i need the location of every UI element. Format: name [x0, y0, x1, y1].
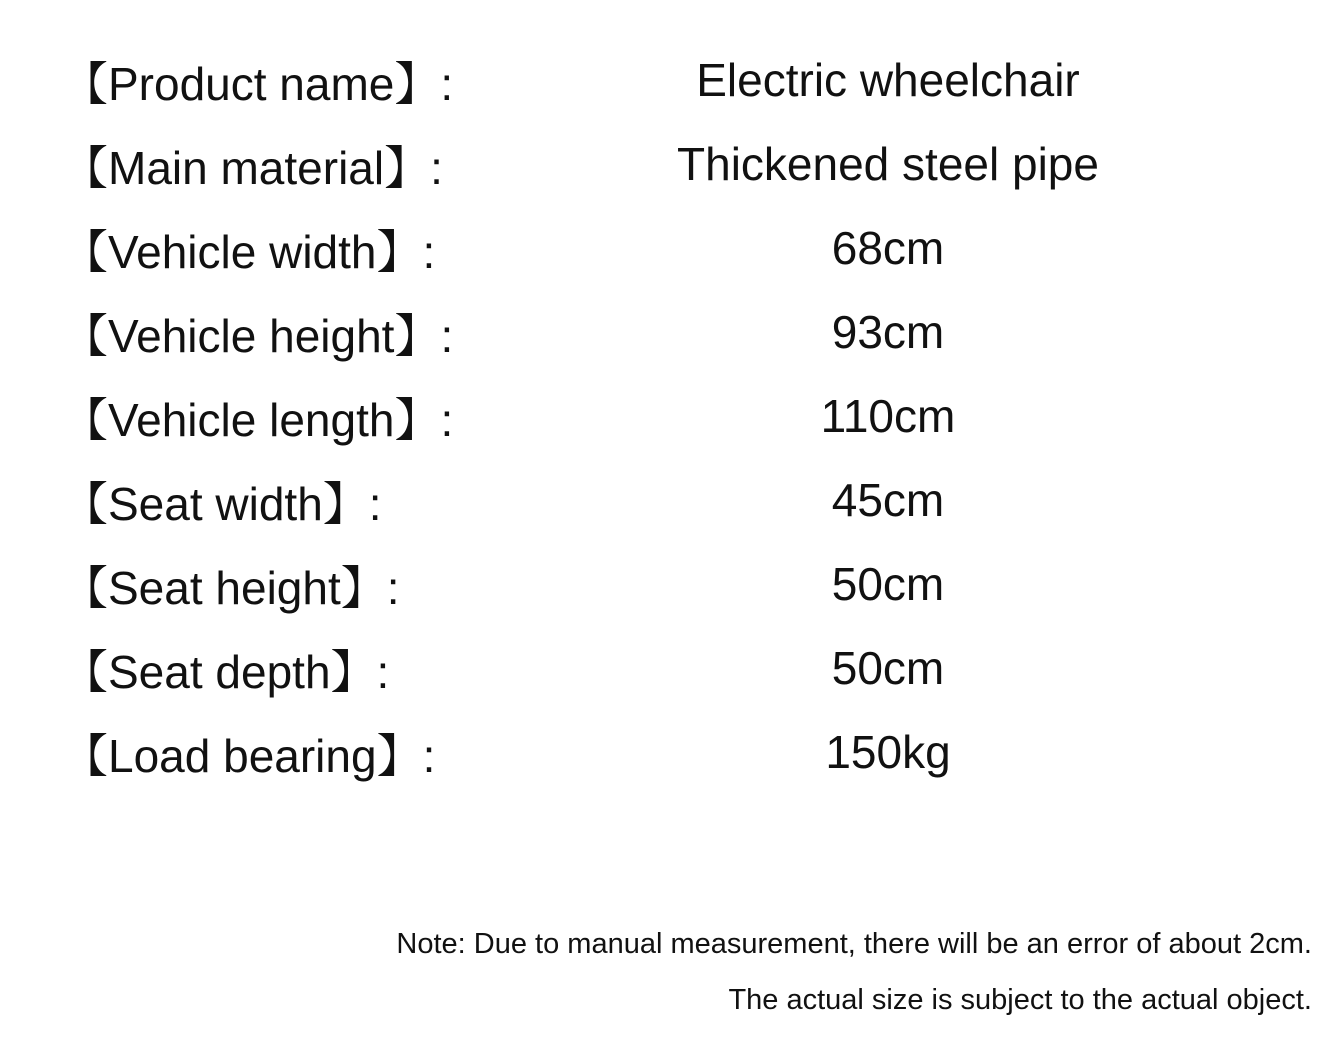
spec-row-seat-height [0, 546, 1328, 630]
spec-value: 150kg [825, 726, 951, 778]
spec-value: 93cm [831, 306, 945, 358]
spec-value: 50cm [831, 642, 945, 694]
actual-size-note: The actual size is subject to the actual object. [728, 984, 1312, 1016]
spec-label: 【Vehicle width】: [62, 226, 436, 278]
spec-row-seat-depth [0, 630, 1328, 714]
spec-row-load-bearing [0, 714, 1328, 798]
spec-row-main-material [0, 126, 1328, 210]
spec-label: 【Seat width】: [62, 478, 382, 530]
spec-label: 【Seat height】: [62, 562, 400, 614]
spec-value: Electric wheelchair [696, 54, 1080, 106]
spec-value: 45cm [831, 474, 945, 526]
spec-value: 110cm [820, 390, 956, 442]
spec-value: 50cm [831, 558, 945, 610]
spec-label: 【Seat depth】: [62, 646, 390, 698]
spec-row-seat-width [0, 462, 1328, 546]
spec-label: 【Vehicle height】: [62, 310, 454, 362]
spec-row-product-name [0, 42, 1328, 126]
spec-label: 【Main material】: [62, 142, 443, 194]
spec-value: 68cm [831, 222, 945, 274]
measurement-note: Note: Due to manual measurement, there will be an error of about 2cm. [396, 928, 1312, 960]
spec-label: 【Product name】: [62, 58, 454, 110]
spec-row-vehicle-height [0, 294, 1328, 378]
spec-value: Thickened steel pipe [677, 138, 1099, 190]
spec-row-vehicle-length [0, 378, 1328, 462]
spec-row-vehicle-width [0, 210, 1328, 294]
spec-label: 【Load bearing】: [62, 730, 436, 782]
spec-label: 【Vehicle length】: [62, 394, 454, 446]
